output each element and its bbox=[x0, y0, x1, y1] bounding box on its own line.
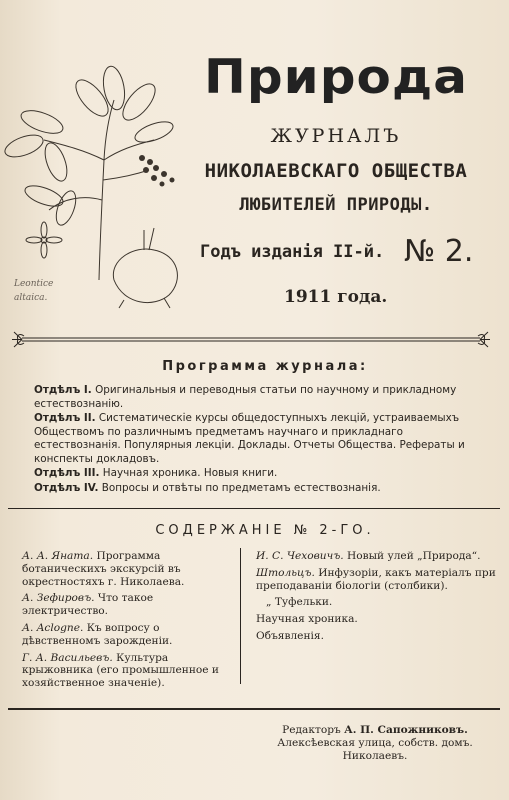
contents-author: А. Зефировъ. bbox=[22, 592, 95, 605]
contents-item bbox=[256, 630, 496, 643]
editor-line bbox=[270, 724, 480, 737]
contents-author: А. Aclogne. bbox=[22, 621, 84, 634]
contents-title: „ Туфельки. bbox=[266, 596, 333, 609]
contents-title: Новый улей „Природа“. bbox=[347, 550, 481, 562]
contents-item bbox=[256, 567, 496, 593]
editor-city: Николаевъ. bbox=[342, 750, 408, 762]
contents-right-column bbox=[256, 550, 496, 647]
program-item bbox=[34, 412, 486, 466]
contents-item bbox=[22, 622, 234, 648]
contents-title: Что такое электричество. bbox=[22, 592, 154, 618]
issue-number: № 2. bbox=[404, 234, 474, 269]
contents-item bbox=[256, 550, 496, 563]
program-item-text: Вопросы и отвѣты по предметамъ естествознанія. bbox=[101, 481, 381, 494]
program-item-label: Отдѣлъ III. bbox=[34, 467, 100, 479]
contents-author: А. А. Яната. bbox=[22, 550, 94, 562]
year-of-issue: Годъ изданія II-й. bbox=[200, 242, 385, 262]
contents-title: Программа ботаническихъ экскурсій въ окрестностяхъ г. Николаева. bbox=[22, 550, 185, 588]
illustration-caption-line-2: altaica. bbox=[14, 293, 48, 303]
program-item bbox=[34, 384, 486, 411]
journal-subtitle-line-3: ЛЮБИТЕЛЕЙ ПРИРОДЫ. bbox=[239, 195, 433, 215]
contents-title: Инфузоріи, какъ матеріалъ при преподаваніи біологіи (столбики). bbox=[256, 566, 496, 592]
contents-item bbox=[22, 550, 234, 588]
editor-address: Алексѣевская улица, собств. домъ. bbox=[277, 737, 473, 749]
contents-heading: СОДЕРЖАНІЕ № 2-ГО. bbox=[155, 523, 375, 538]
contents-title: Къ вопросу о дѣвственномъ зарожденіи. bbox=[22, 621, 173, 647]
illustration-caption-line-1: Leontice bbox=[14, 279, 54, 289]
contents-title: Научная хроника. bbox=[256, 613, 358, 626]
illustration-caption bbox=[14, 277, 53, 305]
journal-title: Природа bbox=[204, 49, 468, 105]
editor-name: А. П. Сапожниковъ. bbox=[344, 724, 468, 736]
contents-item bbox=[256, 596, 496, 609]
contents-item bbox=[22, 592, 234, 618]
section-rule-top bbox=[8, 508, 500, 509]
contents-title: Культура крыжовника (его промышленное и хозяйственное значеніе). bbox=[22, 651, 219, 690]
program-item bbox=[34, 467, 486, 481]
editor-label: Редакторъ bbox=[282, 724, 341, 736]
contents-author: Г. А. Васильевъ. bbox=[22, 651, 113, 664]
section-rule-bottom bbox=[8, 708, 500, 710]
contents-column-divider bbox=[240, 548, 241, 684]
program-item-label: Отдѣлъ I. bbox=[34, 384, 92, 396]
botanical-illustration bbox=[4, 50, 194, 310]
program-item-text: Систематическіе курсы общедоступныхъ лекцій, устраиваемыхъ Обществомъ по различнымъ предметамъ научнаго и прикладнаго естествознанія. Популярныя лекціи. Доклады. Отчеты Общества. Рефераты и конспекты докладовъ. bbox=[34, 412, 465, 465]
program-item-label: Отдѣлъ II. bbox=[34, 412, 96, 424]
program-item-text: Научная хроника. Новыя книги. bbox=[102, 467, 278, 479]
journal-subtitle-line-1: ЖУРНАЛЪ bbox=[270, 125, 402, 147]
contents-author: И. С. Чеховичъ. bbox=[256, 550, 344, 562]
contents-title: Объявленія. bbox=[256, 629, 324, 642]
contents-item bbox=[256, 613, 496, 626]
contents-item bbox=[22, 652, 234, 690]
program-list bbox=[34, 384, 486, 496]
editor-block bbox=[270, 724, 480, 763]
program-heading: Программа журнала: bbox=[162, 359, 368, 374]
contents-left-column bbox=[22, 550, 234, 694]
issue-date: 1911 года. bbox=[284, 287, 388, 307]
program-item-text: Оригинальныя и переводныя статьи по научному и прикладному естествознанію. bbox=[34, 384, 457, 410]
program-item bbox=[34, 482, 486, 496]
ornamental-divider bbox=[12, 328, 490, 350]
journal-subtitle-line-2: НИКОЛАЕВСКАГО ОБЩЕСТВА bbox=[204, 160, 468, 182]
program-item-label: Отдѣлъ IV. bbox=[34, 481, 99, 494]
contents-author: Штольцъ. bbox=[256, 566, 315, 579]
